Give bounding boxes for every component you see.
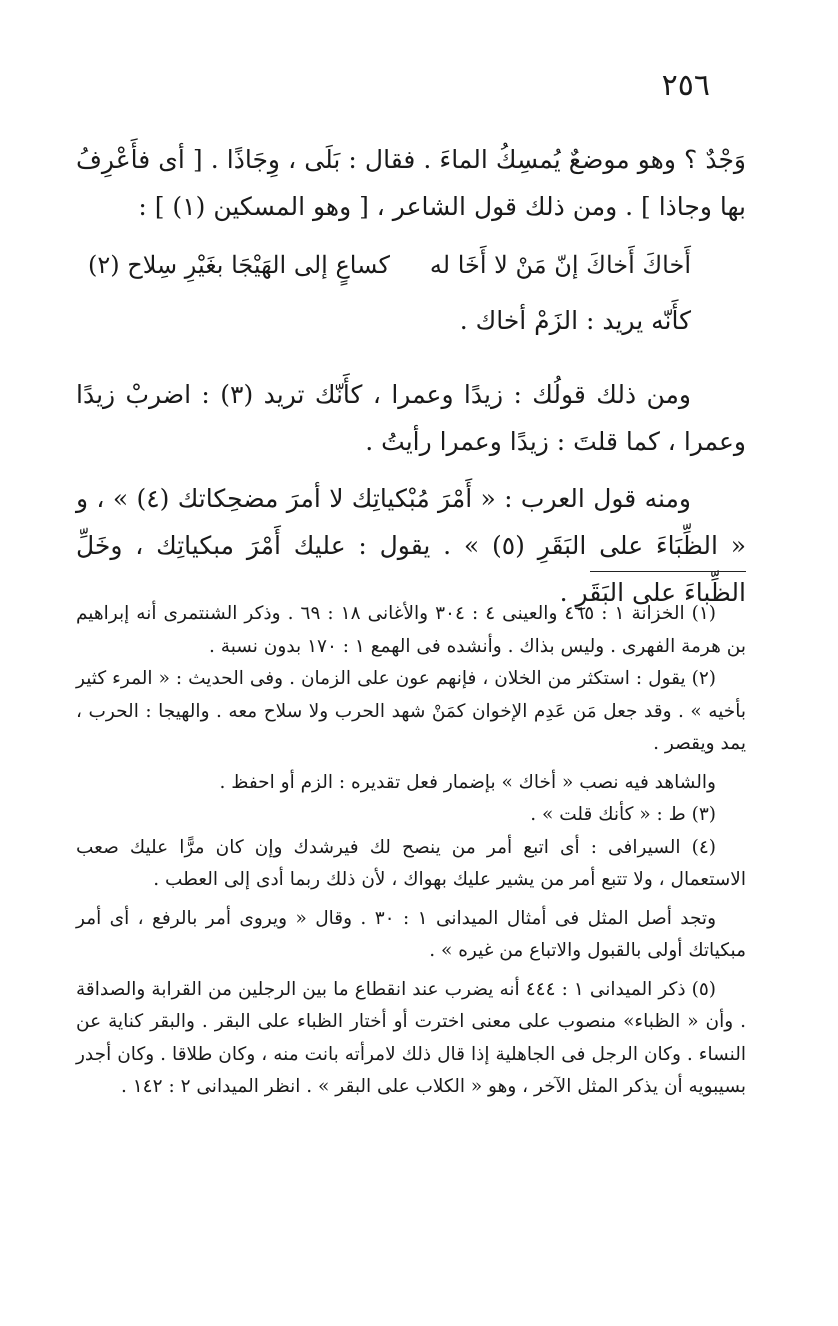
footnote-3: (٣) ط : « كأنك قلت » .	[530, 804, 716, 825]
verse-explanation: كأَنّه يريد : الزَمْ أخاك .	[459, 306, 691, 335]
footnotes	[76, 598, 746, 1104]
footnote-4: (٤) السيرافى : أى اتبع أمر من ينصح لك فيرشدك وإن كان مرًّا عليك صعب الاستعمال ، ولا تتبع أمر من يشير عليك بهواك ، لأن ذلك ربما أدى إلى العطب .	[76, 836, 746, 890]
main-paragraph-3: ومنه قول العرب : « أَمْرَ مُبْكياتِك لا أمرَ مضحِكاتك (٤) » ، و « الظِّبَاءَ على البَقَرِ (٥) » . يقول : عليك أَمْرَ مبكياتِك ، وخَلِّ الظِّباءَ على البَقَرِ .	[76, 484, 746, 607]
main-paragraph-1: وَجْدٌ ؟ وهو موضعٌ يُمسِكُ الماءَ . فقال : بَلَى ، وِجَاذًا . [ أى فأَعْرِفُ بها وجاذا ] . ومن ذلك قول الشاعر ، [ وهو المسكين (١) ] :	[76, 145, 746, 221]
footnote-2-continuation: والشاهد فيه نصب « أخاك » بإضمار فعل تقديره : الزم أو احفظ .	[219, 771, 716, 793]
footnote-4-continuation: وتجد أصل المثل فى أمثال الميدانى ١ : ٣٠ . وقال « ويروى أمر بالرفع ، أى أمر مبكياتك أولى بالقبول والاتباع من غيره » .	[76, 907, 746, 961]
verse-second-hemistich: كساعٍ إلى الهَيْجَا بغَيْرِ سِلاح (٢)	[87, 251, 390, 279]
footnote-5: (٥) ذكر الميدانى ١ : ٤٤٤ أنه يضرب عند انقطاع ما بين الرجلين من القرابة والصداقة . وأن « الظباء» منصوب على معنى اخترت أو أختار الظباء على البقر . والبقر كناية عن النساء . وكان الرجل فى الجاهلية إذا قال ذلك لامرأته بانت منه ، وكان طلاقا . وكان أجدر بسيبويه أن يذكر المثل الآخر ، وهو « الكلاب على البقر » . انظر الميدانى ٢ : ١٤٢ .	[76, 978, 746, 1097]
main-text	[76, 136, 746, 616]
page-number: ٢٥٦	[661, 68, 710, 103]
verse-first-hemistich: أَخاكَ أَخاكَ إنّ مَنْ لا أَخَا له	[429, 251, 691, 279]
footnote-1: (١) الخزانة ١ : ٤٦٥ والعينى ٤ : ٣٠٤ والأغانى ١٨ : ٦٩ . وذكر الشنتمرى أنه إبراهيم بن هرمة الفهرى . وليس بذاك . وأنشده فى الهمع ١ : ١٧٠ بدون نسبة .	[76, 603, 746, 657]
footnote-divider	[590, 571, 746, 572]
poetry-verse	[76, 240, 746, 290]
main-paragraph-2: ومن ذلك قولُك : زيدًا وعمرا ، كأَنّك تريد (٣) : اضربْ زيدًا وعمرا ، كما قلتَ : زيدًا وعمرا رأيتُ .	[76, 380, 746, 456]
footnote-2: (٢) يقول : استكثر من الخلان ، فإنهم عون على الزمان . وفى الحديث : « المرء كثير بأخيه » . وقد جعل مَن عَدِم الإخوان كمَنْ شهد الحرب ولا سلاح معه . والهيجا : الحرب ، يمد ويقصر .	[76, 668, 746, 754]
